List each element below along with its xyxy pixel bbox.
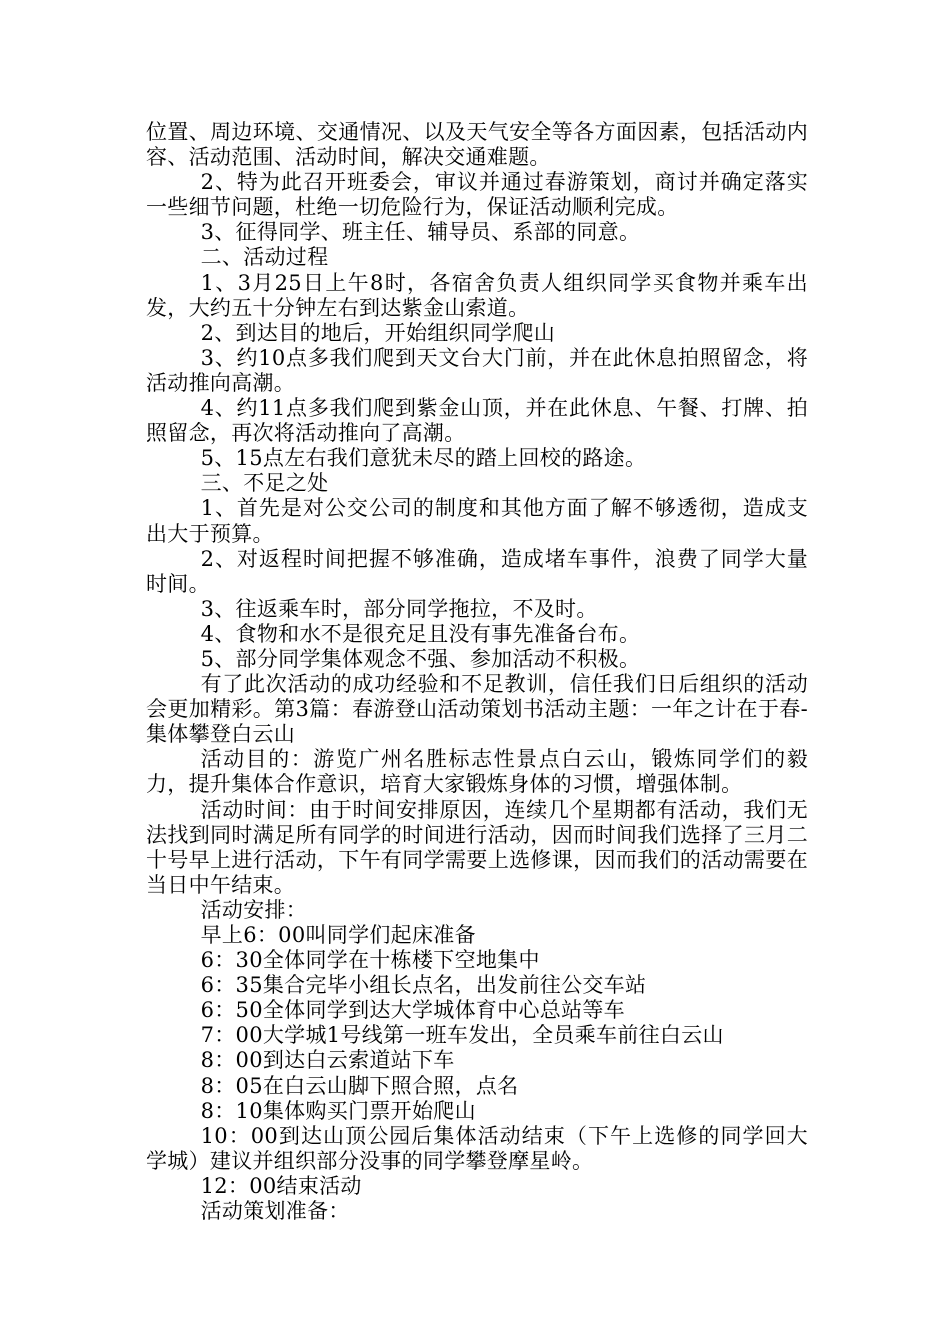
paragraph: 2、对返程时间把握不够准确，造成堵车事件，浪费了同学大量时间。 bbox=[146, 546, 808, 596]
schedule-item: 12：00结束活动 bbox=[200, 1173, 362, 1198]
schedule-item: 6：35集合完毕小组长点名，出发前往公交车站 bbox=[200, 973, 647, 998]
section-heading: 三、不足之处 bbox=[200, 471, 329, 496]
paragraph: 2、特为此召开班委会，审议并通过春游策划，商讨并确定落实一些细节问题，杜绝一切危险行为，保证活动顺利完成。 bbox=[146, 170, 808, 220]
paragraph: 活动策划准备： bbox=[200, 1199, 350, 1224]
paragraph: 活动目的：游览广州名胜标志性景点白云山，锻炼同学们的毅力，提升集体合作意识，培育大家锻炼身体的习惯，增强体制。 bbox=[146, 747, 808, 797]
paragraph: 有了此次活动的成功经验和不足教训，信任我们日后组织的活动会更加精彩。第3篇：春游登山活动策划书活动主题：一年之计在于春-集体攀登白云山 bbox=[146, 672, 808, 747]
paragraph: 3、约10点多我们爬到天文台大门前，并在此休息拍照留念，将活动推向高潮。 bbox=[146, 345, 808, 395]
paragraph-continuation: 位置、周边环境、交通情况、以及天气安全等各方面因素，包括活动内容、活动范围、活动时间，解决交通难题。 bbox=[146, 120, 808, 170]
paragraph: 活动时间：由于时间安排原因，连续几个星期都有活动，我们无法找到同时满足所有同学的时间进行活动，因而时间我们选择了三月二十号早上进行活动，下午有同学需要上选修课，因而我们的活动需要在当日中午结束。 bbox=[146, 797, 808, 897]
paragraph: 1、首先是对公交公司的制度和其他方面了解不够透彻，造成支出大于预算。 bbox=[146, 496, 808, 546]
schedule-item: 10：00到达山顶公园后集体活动结束（下午上选修的同学回大学城）建议并组织部分没事的同学攀登摩星岭。 bbox=[146, 1123, 808, 1173]
paragraph: 2、到达目的地后，开始组织同学爬山 bbox=[200, 320, 556, 345]
section-heading: 二、活动过程 bbox=[200, 245, 329, 270]
schedule-item: 6：30全体同学在十栋楼下空地集中 bbox=[200, 948, 540, 973]
document-body bbox=[146, 120, 808, 1224]
schedule-item: 早上6：00叫同学们起床准备 bbox=[200, 923, 476, 947]
paragraph: 5、部分同学集体观念不强、参加活动不积极。 bbox=[200, 646, 641, 671]
paragraph: 4、约11点多我们爬到紫金山顶，并在此休息、午餐、打牌、拍照留念，再次将活动推向了高潮。 bbox=[146, 396, 808, 446]
paragraph: 5、15点左右我们意犹未尽的踏上回校的路途。 bbox=[200, 446, 647, 471]
schedule-item: 7：00大学城1号线第一班车发出，全员乘车前往白云山 bbox=[200, 1023, 724, 1048]
schedule-item: 8：05在白云山脚下照合照，点名 bbox=[200, 1073, 519, 1098]
paragraph: 3、往返乘车时，部分同学拖拉，不及时。 bbox=[200, 596, 598, 621]
schedule-item: 6：50全体同学到达大学城体育中心总站等车 bbox=[200, 998, 625, 1023]
schedule-item: 8：00到达白云索道站下车 bbox=[200, 1048, 455, 1073]
schedule-item: 8：10集体购买门票开始爬山 bbox=[200, 1098, 476, 1123]
paragraph: 活动安排： bbox=[200, 897, 308, 922]
paragraph: 3、征得同学、班主任、辅导员、系部的同意。 bbox=[200, 220, 641, 245]
paragraph: 4、食物和水不是很充足且没有事先准备台布。 bbox=[200, 621, 641, 646]
paragraph: 1、3月25日上午8时，各宿舍负责人组织同学买食物并乘车出发，大约五十分钟左右到达紫金山索道。 bbox=[146, 270, 808, 320]
